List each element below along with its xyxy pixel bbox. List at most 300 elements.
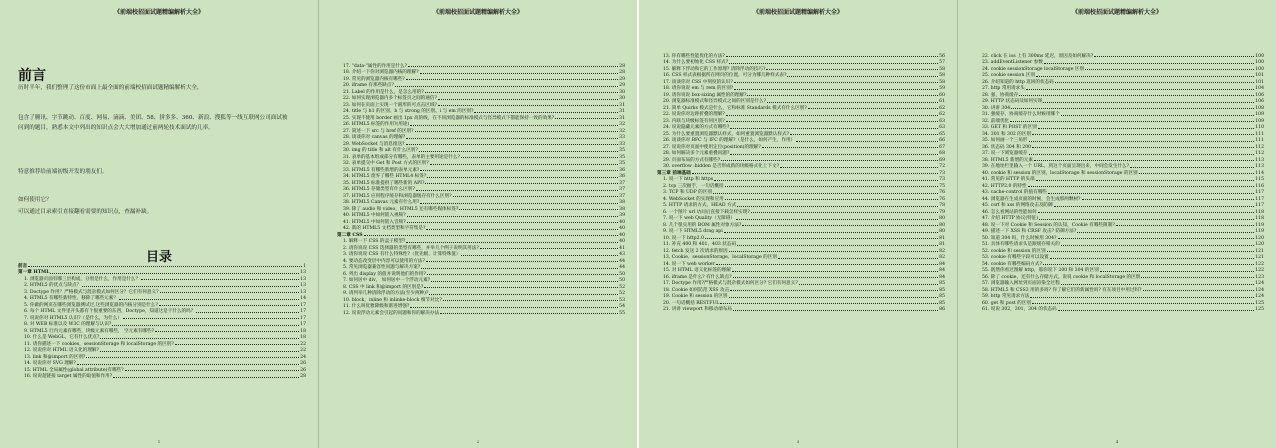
toc-entry-title: 14. 说一下 web worker — [663, 261, 715, 267]
toc-leader-dots — [733, 310, 938, 311]
toc-leader-dots — [420, 73, 619, 74]
toc-entry-title: 12. 说说浮动元素会引起的问题和你的解决办法 — [343, 310, 440, 316]
toc-leader-dots — [737, 245, 938, 246]
toc-leader-dots — [410, 125, 618, 126]
toc-leader-dots — [1077, 232, 1254, 233]
toc-entry-title: 34. HTML5 废弃了哪些 HTML4 标签? — [343, 174, 427, 179]
toc-page-number: 22 — [300, 348, 306, 353]
toc-entry-title: 21. 讲讲 viewport 和移动端布局 — [663, 307, 732, 312]
toc-entry-title: 3. Doctype 作用？严格模式与混杂模式如何区分？它们有何意义? — [24, 289, 159, 295]
toc-leader-dots — [438, 105, 618, 106]
toc-page-number: 62 — [939, 112, 945, 117]
toc-page-number: 63 — [939, 125, 945, 130]
toc-page-number: 106 — [1255, 92, 1264, 98]
toc-page-number: 39 — [619, 213, 625, 218]
toc-page-number: 54 — [619, 304, 625, 309]
toc-page-number: 110 — [1255, 125, 1264, 130]
toc-page-number: 50 — [619, 271, 625, 277]
toc-entry-title: 13. 你有哪些性能优化的方法? — [663, 53, 725, 59]
toc-entry-title: 35. 如何画一个三角形 — [982, 138, 1028, 143]
toc-entry-title: 11. 请你描述一下 cookies，sessionStorage 和 localStorage 的区别? — [24, 341, 174, 347]
toc-entry-title: 11. 补充 400 和 401、403 状态码 — [663, 242, 737, 247]
toc-page-number: 85 — [939, 294, 945, 299]
toc-page-number: 112 — [1255, 144, 1264, 150]
toc-page-number: 38 — [619, 206, 625, 212]
toc-entry-title: 24. cookie sessionStorage localStorage 区别 — [982, 66, 1085, 72]
toc-page-number: 117 — [1255, 203, 1264, 208]
toc-page-number: 28 — [300, 374, 306, 379]
toc-leader-dots — [734, 82, 938, 83]
toc-leader-dots — [1061, 284, 1255, 285]
toc-entry-title: 31. 表单的基本组成部分有哪些，表单的主要用途是什么? — [343, 154, 460, 160]
toc-entry-title: 27. 简述一下 src 与 href 的区别? — [343, 128, 414, 134]
toc-page-number: 111 — [1255, 131, 1264, 137]
toc-entry-title: 17. 谈谈你对 CSS 中刻度的认识? — [663, 79, 733, 85]
toc-leader-dots — [730, 154, 938, 155]
toc-entry-title: 1. 浏览器页面有哪三层构成，分别是什么，作用是什么？ — [24, 276, 141, 282]
toc-entry-title: 19. Cookie 和 session 的区别 — [663, 294, 728, 299]
toc-leader-dots — [1032, 134, 1254, 135]
toc-page-number: 62 — [939, 105, 945, 111]
toc-entry-title: 38. HTML5 新增的元素 — [982, 157, 1033, 163]
toc-entry-title: 47. 介绍 HTTP 协议(特征) — [982, 216, 1039, 221]
toc-leader-dots — [1058, 310, 1254, 311]
toc-entry-title: 29. 页面布局的方式有哪些? — [663, 157, 721, 163]
toc-page-number: 125 — [1255, 307, 1264, 312]
toc-page-number: 101 — [1255, 73, 1264, 78]
spread-right — [639, 0, 1276, 448]
toc-entry-title: 25. 实现不使用 border 画出 1px 高的线，在不同浏览器的标准模式与怪异模式下都能保持一致的效果? — [343, 115, 555, 121]
toc-page-number: 113 — [1255, 164, 1264, 169]
toc-leader-dots — [1044, 63, 1254, 64]
toc-page-number: 40 — [619, 226, 625, 231]
preface-paragraph-3: 特意推荐给前端初级开发的朋友们。 — [18, 169, 108, 175]
toc-entry-title: 20. 一句话概括 RESTFUL — [663, 300, 720, 306]
toc-page-number: 122 — [1255, 268, 1264, 273]
toc-list-page-3 — [657, 52, 945, 312]
toc-entry-title: 25. 为什么要重置浏览器默认样式，如何重置浏览器默认样式? — [663, 131, 790, 137]
toc-page-number: 53 — [619, 297, 625, 303]
toc-entry-title: 第一章 HTML — [18, 270, 50, 275]
toc-entry-title: 12. fetch 发送 2 次请求的原因 — [663, 248, 728, 254]
preface-paragraph-1: 历时半年，我们整理了这份市面上最全面的前端校招面试题精编解析大全， — [18, 85, 203, 91]
toc-page-number: 36 — [619, 174, 625, 179]
toc-leader-dots — [364, 235, 619, 236]
toc-entry-title: 18. 介绍一下你对浏览器内核的理解? — [343, 70, 419, 75]
toc-entry-title: 31. 强缓存、协商缓存什么时候用哪个 — [982, 112, 1060, 117]
toc-leader-dots — [440, 313, 618, 314]
toc-leader-dots — [1038, 128, 1255, 129]
toc-leader-dots — [778, 258, 938, 259]
toc-entry-title: 59. http 常见请求方法 — [982, 294, 1030, 299]
toc-entry-title: 11. 什么叫优雅降级和渐进增强? — [343, 304, 410, 309]
toc-leader-dots — [86, 357, 299, 358]
toc-leader-dots — [420, 170, 618, 171]
toc-page-number: 108 — [1255, 105, 1264, 111]
toc-leader-dots — [737, 206, 938, 207]
toc-page-number: 124 — [1255, 287, 1264, 293]
toc-entry-title: 12. 说说你对 HTML 语义化的理解? — [24, 348, 99, 353]
toc-entry-title: 36. HTML5 存储类型有什么区别? — [343, 187, 415, 192]
toc-leader-dots — [1039, 219, 1254, 220]
toc-entry-title: 41. 常见的 HTTP 的头部 — [982, 177, 1035, 182]
page-3 — [639, 0, 957, 448]
toc-page-number: 33 — [619, 135, 625, 140]
toc-entry-title: 16. 说说超链接 target 属性的取值和作用? — [24, 374, 113, 379]
toc-leader-dots — [77, 364, 299, 365]
toc-leader-dots — [1026, 89, 1254, 90]
toc-entry-title: 40. cookie 和 session 的区别，localStorage 和 sessionStorage 的区别 — [982, 170, 1138, 176]
toc-entry-title: 16. CSS 样式表根据所在网页的位置，可分为哪几种样式表? — [663, 73, 787, 78]
toc-page-number: 1 — [303, 263, 306, 269]
toc-page-number: 118 — [1255, 209, 1264, 215]
toc-entry-title: 2. 请你说说 CSS 选择器的类型有哪些，并举几个例子说明其用法? — [343, 245, 479, 251]
toc-page-number: 40 — [619, 219, 625, 225]
toc-entry-title: 50. 知道 304 吗，什么时候用 304? — [982, 235, 1057, 241]
toc-entry-title: 8. 对 WEB 标准以及 W3C 的理解与认识? — [24, 322, 112, 327]
toc-entry-title: 16. iframe 是什么? 有什么缺点? — [663, 274, 732, 280]
toc-entry-title: 30. img 的 title 和 alt 有什么区别? — [343, 148, 418, 153]
toc-page-number: 58 — [939, 79, 945, 85]
toc-page-number: 13 — [300, 276, 306, 282]
toc-leader-dots — [1036, 76, 1254, 77]
toc-leader-dots — [734, 89, 938, 90]
toc-entry-title: 19. 请你说说 box-sizing 属性的的理解? — [663, 92, 747, 98]
toc-page-number: 119 — [1255, 229, 1264, 234]
toc-entry-title: 22. click 在 ios 上有 300ms 延迟，原因及如何解决? — [982, 53, 1094, 59]
toc-leader-dots — [459, 209, 618, 210]
toc-entry-title: 58. HTML5 和 CSS3 用的多吗? 你了解它们的新属性吗? 有在项目中用过吗? — [982, 287, 1142, 293]
toc-entry-title: 32. 前端优化 — [982, 118, 1010, 124]
toc-entry-title: 8. CSS 中 link 和@import 的区别是? — [343, 284, 424, 290]
toc-leader-dots — [415, 131, 619, 132]
toc-entry-title: 9. 说一下 HTML5 drag api — [663, 229, 723, 234]
toc-leader-dots — [724, 232, 938, 233]
toc-page-number: 100 — [1255, 60, 1264, 65]
toc-page-number: 32 — [619, 128, 625, 134]
toc-page-number: 100 — [1255, 53, 1264, 59]
toc-entry-title: 54. cookie 有哪些编码方式? — [982, 261, 1042, 267]
toc-leader-dots — [100, 338, 299, 339]
toc-entry-title: 24. 说说隐藏元素的方式有哪些? — [663, 125, 730, 130]
toc-entry-title: 20. 浏览器标准模式和怪异模式之间的区别是什么? — [663, 99, 767, 104]
toc-leader-dots — [406, 138, 618, 139]
toc-leader-dots — [729, 63, 938, 64]
toc-leader-dots — [1047, 251, 1255, 252]
toc-page-number: 41 — [619, 245, 625, 251]
toc-leader-dots — [1028, 186, 1255, 187]
toc-leader-dots — [443, 300, 618, 301]
toc-leader-dots — [1055, 82, 1254, 83]
toc-leader-dots — [1011, 108, 1254, 109]
toc-entry-title: 前言 — [18, 263, 28, 269]
toc-entry-title: 37. 说一下浏览器缓存 — [982, 151, 1028, 156]
toc-list-page-1 — [18, 262, 306, 379]
toc-page-number: 18 — [300, 328, 306, 334]
toc-page-number: 121 — [1255, 255, 1264, 260]
toc-page-number: 61 — [939, 99, 945, 104]
toc-entry[interactable] — [18, 373, 306, 380]
toc-leader-dots — [1058, 238, 1255, 239]
toc-leader-dots — [1061, 245, 1255, 246]
toc-page-number: 109 — [1255, 112, 1264, 117]
toc-entry[interactable] — [976, 306, 1264, 313]
toc-leader-dots — [736, 219, 938, 220]
toc-leader-dots — [751, 212, 938, 213]
toc-entry-title: 45. csrf 和 xss 的网络攻击及防御 — [982, 203, 1053, 208]
toc-leader-dots — [713, 193, 938, 194]
page-number: 1 — [157, 439, 161, 444]
toc-page-number: 113 — [1255, 157, 1264, 163]
toc-leader-dots — [461, 255, 618, 256]
toc-leader-dots — [407, 222, 619, 223]
toc-entry-title: 55. 既然你看过图解 http，那你说下 200 和 304 的区别 — [982, 268, 1099, 273]
toc-leader-dots — [730, 128, 938, 129]
toc-entry-title: 15. 解释下浮动和它的工作原理? 清除浮动的技巧? — [663, 66, 766, 72]
toc-page-number: 122 — [1255, 261, 1264, 267]
toc-leader-dots — [426, 229, 618, 230]
toc-entry-title: 52. cookie 和 session 的区别 — [982, 248, 1046, 254]
toc-leader-dots — [406, 242, 618, 243]
toc-page-number: 82 — [939, 248, 945, 254]
toc-page-number: 115 — [1255, 177, 1264, 182]
toc-page-number: 120 — [1255, 235, 1264, 241]
toc-page-number: 84 — [939, 274, 945, 280]
toc-entry-title: 9. 请列举几种清除浮动的方法(至少两种)? — [343, 291, 429, 296]
toc-leader-dots — [787, 76, 938, 77]
toc-leader-dots — [1032, 303, 1254, 304]
toc-page-number: 80 — [939, 222, 945, 228]
toc-entry-title: 39. 在地址栏里输入一个 URL，到这个页面呈现出来，中间会发生什么? — [982, 164, 1130, 169]
toc-leader-dots — [747, 95, 938, 96]
toc-leader-dots — [1019, 95, 1254, 96]
toc-leader-dots — [82, 286, 299, 287]
toc-leader-dots — [808, 108, 938, 109]
toc-entry-title: 36. 状态码 304 和 200 — [982, 144, 1032, 150]
toc-leader-dots — [1082, 199, 1255, 200]
toc-leader-dots — [1034, 160, 1254, 161]
toc-page-number: 109 — [1255, 118, 1264, 124]
toc-entry-title: 51. 具体有哪些请求头是跟缓存相关的 — [982, 242, 1060, 247]
toc-page-number: 111 — [1255, 138, 1264, 143]
toc-leader-dots — [453, 196, 619, 197]
toc-page-number: 101 — [1255, 79, 1264, 85]
preface-paragraph-2: 包含了腾讯、字节跳动、百度、网易、滴滴、美团、58、拼多多、360、新浪、搜狐等一线互联网公司面试被问到的题目，熟悉本文中列出的知识点会大大增加通过前两轮技术面试的几率。 — [18, 115, 288, 131]
toc-entry-title: 21. Label 的作用是什么，是怎么用的? — [343, 89, 424, 95]
toc-leader-dots — [28, 266, 302, 267]
toc-entry-title: 19. 常见的浏览器内核有哪些? — [343, 76, 405, 82]
toc-leader-dots — [431, 281, 618, 282]
toc-entry-title: 4. WebSocket 的实现和应用 — [663, 196, 724, 202]
toc-page-number: 123 — [1255, 274, 1264, 280]
toc-leader-dots — [716, 264, 938, 265]
toc-entry-title: 13. link 和@import 的区别? — [24, 354, 86, 360]
toc-entry-title: 2. tcp 三次握手，一句话概括 — [663, 183, 724, 189]
running-head: 《前端校招面试题精编解析大全》 — [113, 9, 204, 16]
toc-leader-dots — [420, 203, 618, 204]
toc-entry-title: 44. 浏览器在生成页面的时候，会生成那两颗树? — [982, 196, 1081, 202]
toc-leader-dots — [721, 160, 938, 161]
toc-entry-title: 33. GET 和 POST 的区别 — [982, 125, 1037, 130]
toc-entry-title: 6. 列出 display 的值并说明他们的作用? — [343, 271, 426, 277]
toc-page-number: 114 — [1255, 170, 1264, 176]
toc-entry-title: 39. 除了 audio 和 video，HTML5 还有哪些媒体标签? — [343, 206, 459, 212]
toc-page-number: 13 — [300, 283, 306, 288]
toc-leader-dots — [733, 277, 939, 278]
toc-entry-title: 10. block，inline 和 inlinke-block 细节对比? — [343, 297, 442, 303]
preface-question: 如何使用它？ — [18, 197, 52, 203]
toc-page-number: 58 — [939, 73, 945, 78]
toc-entry-title: 5. 常见浏览器兼容性问题与解决方案? — [343, 265, 421, 270]
toc-leader-dots — [1143, 290, 1255, 291]
toc-page-number: 72 — [939, 164, 945, 169]
toc-leader-dots — [780, 167, 938, 168]
toc-leader-dots — [1139, 173, 1255, 174]
toc-leader-dots — [705, 238, 938, 239]
toc-entry[interactable] — [657, 306, 945, 313]
toc-leader-dots — [424, 287, 618, 288]
toc-page-number: 67 — [939, 144, 945, 150]
toc-page-number: 69 — [939, 157, 945, 163]
toc-leader-dots — [692, 173, 938, 174]
toc-leader-dots — [1116, 225, 1255, 226]
toc-entry-title: 28. 强，协商缓存 — [982, 92, 1019, 98]
toc-leader-dots — [196, 312, 299, 313]
toc-leader-dots — [1094, 56, 1254, 57]
toc-leader-dots — [425, 183, 618, 184]
toc-page-number: 65 — [939, 131, 945, 137]
toc-leader-dots — [429, 294, 618, 295]
toc-entry-title: 29. HTTP 状态码及如何实现 — [982, 99, 1043, 104]
toc-leader-dots — [1085, 69, 1254, 70]
toc-entry-title: 57. 浏览器输入网址到页面渲染全过程 — [982, 281, 1060, 286]
toc-page-number: 117 — [1255, 196, 1264, 202]
toc-page-number: 13 — [300, 289, 306, 295]
toc-leader-dots — [406, 79, 618, 80]
toc-page-number: 80 — [939, 229, 945, 234]
toc-page-number: 84 — [939, 261, 945, 267]
toc-page-number: 18 — [300, 335, 306, 340]
toc-entry-title: 2. HTML5 的优点与缺点？ — [24, 283, 82, 288]
toc-leader-dots — [159, 305, 299, 306]
toc-entry-title: 1. 说一下 http 和 https — [663, 177, 714, 182]
toc-leader-dots — [426, 261, 618, 262]
toc-entry[interactable] — [337, 309, 625, 316]
page-2 — [319, 0, 637, 448]
toc-page-number: 29 — [619, 83, 625, 88]
toc-entry-title: 37. HTML5 应用程序缓存和浏览器缓存有什么区别? — [343, 193, 452, 199]
toc-leader-dots — [438, 99, 618, 100]
toc-entry-title: 41. HTML5 中如何嵌入音频? — [343, 219, 406, 225]
toc-entry-title: 26. 介绍知道的 http 返回的状态码 — [982, 79, 1054, 85]
toc-leader-dots — [767, 102, 938, 103]
toc-entry-title: 30. overflow :hidden 是否形成新的块级格式化上下文? — [663, 164, 780, 169]
toc-entry-title: 30. 讲讲 304 — [982, 105, 1011, 111]
toc-entry-title: 17. Doctype 作用?严格模式与混杂模式如何区分? 它们有何意义? — [663, 281, 798, 286]
toc-entry-title: 20. iframe 有那些缺点? — [343, 83, 394, 88]
toc-entry-title: 18. 请你说说 em 与 rem 的区别? — [663, 86, 734, 91]
toc-entry-title: 33. HTML5 有哪些新增的表单元素? — [343, 167, 420, 173]
toc-leader-dots — [406, 144, 619, 145]
toc-entry-title: 28. 如何解决多个元素重叠问题? — [663, 151, 730, 156]
page-1 — [0, 0, 318, 448]
toc-leader-dots — [1032, 147, 1254, 148]
toc-leader-dots — [714, 180, 938, 181]
toc-leader-dots — [729, 297, 939, 298]
toc-leader-dots — [1029, 141, 1255, 142]
toc-page-number: 29 — [619, 76, 625, 82]
toc-page-number: 81 — [939, 235, 945, 241]
toc-title: 目录 — [145, 250, 172, 265]
preface-heading: 前言 — [18, 68, 46, 84]
toc-leader-dots — [729, 251, 939, 252]
toc-page-number: 36 — [619, 167, 625, 173]
toc-entry-title: 15. HTML 全局属性(global attribute)有哪些? — [24, 367, 124, 373]
toc-entry-title: 1. 解释一下 CSS 的盒子模型? — [343, 239, 406, 244]
toc-page-number: 73 — [939, 177, 945, 182]
toc-page-number: 76 — [939, 190, 945, 195]
toc-entry-title: 35. HTML5 标准提供了哪些新的 API? — [343, 180, 425, 186]
toc-page-number: 52 — [619, 291, 625, 296]
toc-entry-title: 8. 几个很实用的 BOM 属性对象方法? — [663, 222, 742, 228]
toc-leader-dots — [416, 190, 618, 191]
toc-page-number: 35 — [619, 148, 625, 153]
toc-entry-title: 28. 谈谈你对 canvas 的理解? — [343, 135, 406, 140]
toc-page-number: 85 — [939, 281, 945, 286]
toc-page-number: 124 — [1255, 281, 1264, 286]
toc-leader-dots — [1048, 193, 1254, 194]
toc-page-number: 28 — [619, 63, 625, 69]
toc-entry-title: 14. 为什么要初始化 CSS 样式? — [663, 60, 729, 65]
toc-page-number: 56 — [939, 53, 945, 59]
toc-leader-dots — [1029, 154, 1255, 155]
toc-page-number: 37 — [619, 187, 625, 192]
toc-leader-dots — [1030, 297, 1254, 298]
toc-leader-dots — [1141, 277, 1254, 278]
toc-page-number: 26 — [300, 361, 306, 366]
toc-entry-title: 6. 一个图片 url 访问后直接下载怎样实现? — [663, 209, 750, 215]
toc-page-number: 117 — [1255, 190, 1264, 195]
toc-page-number: 37 — [619, 193, 625, 199]
toc-leader-dots — [726, 115, 938, 116]
toc-page-number: 125 — [1255, 300, 1264, 306]
toc-leader-dots — [1010, 121, 1254, 122]
toc-list-page-4 — [976, 52, 1264, 312]
toc-page-number: 120 — [1255, 242, 1264, 247]
toc-entry-title: 46. 怎么看网站的性能如何 — [982, 209, 1037, 215]
toc-page-number: 106 — [1255, 99, 1264, 104]
toc-leader-dots — [725, 199, 938, 200]
toc-leader-dots — [726, 56, 938, 57]
toc-page-number: 100 — [1255, 66, 1264, 72]
toc-entry-title: 40. HTML5 中如何嵌入视频? — [343, 213, 406, 218]
toc-leader-dots — [430, 164, 618, 165]
toc-leader-dots — [100, 351, 299, 352]
toc-page-number: 35 — [619, 154, 625, 160]
toc-entry-title: 25. cookie session 区别 — [982, 73, 1035, 78]
toc-page-number: 73 — [939, 170, 945, 176]
toc-page-number: 31 — [619, 102, 625, 108]
toc-leader-dots — [790, 134, 938, 135]
toc-entry-title: 53. cookie 有哪些字段可以设置 — [982, 255, 1049, 260]
toc-page-number: 104 — [1255, 86, 1264, 91]
toc-leader-dots — [427, 274, 618, 275]
toc-leader-dots — [762, 147, 938, 148]
toc-leader-dots — [1043, 102, 1254, 103]
toc-leader-dots — [175, 344, 299, 345]
toc-page-number: 31 — [619, 115, 625, 121]
toc-leader-dots — [395, 86, 618, 87]
